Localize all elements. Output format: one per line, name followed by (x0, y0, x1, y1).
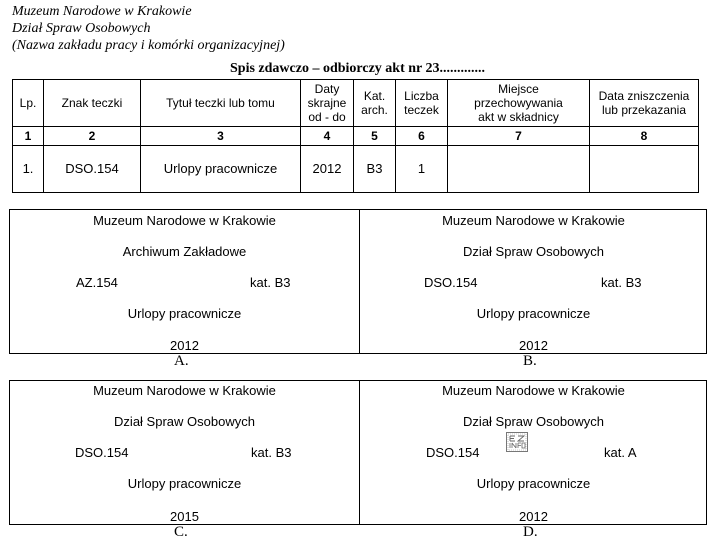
header-caption: (Nazwa zakładu pracy i komórki organizacyjnej) (12, 38, 285, 53)
column-number: 4 (301, 127, 354, 146)
card-year: 2015 (170, 509, 199, 524)
cell-storage-location (448, 146, 590, 193)
document-title: Spis zdawczo – odbiorczy akt nr 23............. (230, 61, 485, 76)
card-institution: Muzeum Narodowe w Krakowie (442, 383, 625, 398)
watermark-stamp-icon (506, 432, 528, 452)
records-table (12, 79, 699, 193)
option-card-b (359, 210, 708, 353)
header-cell (396, 80, 448, 127)
cell-count: 1 (396, 146, 448, 193)
column-number: 5 (354, 127, 396, 146)
card-code: DSO.154 (424, 275, 478, 290)
card-year: 2012 (170, 338, 199, 353)
option-label-d: D. (523, 524, 538, 540)
card-title: Urlopy pracownicze (127, 306, 242, 321)
card-code: DSO.154 (75, 445, 129, 460)
header-cell (301, 80, 354, 127)
column-number: 6 (396, 127, 448, 146)
options-box-top (9, 209, 707, 354)
column-number: 2 (44, 127, 141, 146)
column-number: 1 (13, 127, 44, 146)
header-cell: Lp. (13, 80, 44, 127)
header-cell-text: Liczba teczek (404, 89, 439, 117)
option-card-a (10, 210, 359, 353)
card-unit: Dział Spraw Osobowych (463, 414, 604, 429)
card-year: 2012 (519, 509, 548, 524)
card-code: DSO.154 (426, 445, 480, 460)
header-cell: Znak teczki (44, 80, 141, 127)
card-unit: Dział Spraw Osobowych (463, 244, 604, 259)
header-cell-text: Daty skrajne od - do (307, 82, 347, 124)
card-unit: Dział Spraw Osobowych (114, 414, 255, 429)
card-category: kat. B3 (601, 275, 642, 290)
header-cell (590, 80, 699, 127)
cell-file-title: Urlopy pracownicze (141, 146, 301, 193)
card-year: 2012 (519, 338, 548, 353)
options-box-bottom (9, 380, 707, 525)
column-number: 7 (448, 127, 590, 146)
card-category: kat. A (604, 445, 637, 460)
option-label-a: A. (174, 353, 189, 369)
table-row (13, 146, 699, 193)
option-label-b: B. (523, 353, 537, 369)
organization-header (12, 3, 285, 54)
header-cell (448, 80, 590, 127)
institution-name: Muzeum Narodowe w Krakowie (12, 4, 192, 19)
cell-file-code: DSO.154 (44, 146, 141, 193)
header-cell (354, 80, 396, 127)
column-number: 8 (590, 127, 699, 146)
header-cell-text: Kat. arch. (361, 89, 388, 117)
cell-dates: 2012 (301, 146, 354, 193)
card-institution: Muzeum Narodowe w Krakowie (442, 213, 625, 228)
card-title: Urlopy pracownicze (476, 306, 591, 321)
table-header-row (13, 80, 699, 127)
department-name: Dział Spraw Osobowych (12, 21, 151, 36)
column-number-row (13, 127, 699, 146)
option-card-c (10, 381, 359, 524)
cell-disposal-date (590, 146, 699, 193)
card-institution: Muzeum Narodowe w Krakowie (93, 213, 276, 228)
watermark-stamp-graphic (507, 433, 527, 451)
card-title: Urlopy pracownicze (127, 476, 242, 491)
card-category: kat. B3 (251, 445, 292, 460)
card-institution: Muzeum Narodowe w Krakowie (93, 383, 276, 398)
cell-lp: 1. (13, 146, 44, 193)
card-unit: Archiwum Zakładowe (122, 244, 247, 259)
cell-category: B3 (354, 146, 396, 193)
card-code: AZ.154 (76, 275, 118, 290)
header-cell-text: Data zniszczenia lub przekazania (598, 89, 690, 117)
header-cell: Tytuł teczki lub tomu (141, 80, 301, 127)
option-card-d (359, 381, 708, 524)
card-title: Urlopy pracownicze (476, 476, 591, 491)
option-label-c: C. (174, 524, 188, 540)
column-number: 3 (141, 127, 301, 146)
header-cell-text: Miejsce przechowywania akt w składnicy (474, 82, 563, 124)
card-category: kat. B3 (250, 275, 291, 290)
